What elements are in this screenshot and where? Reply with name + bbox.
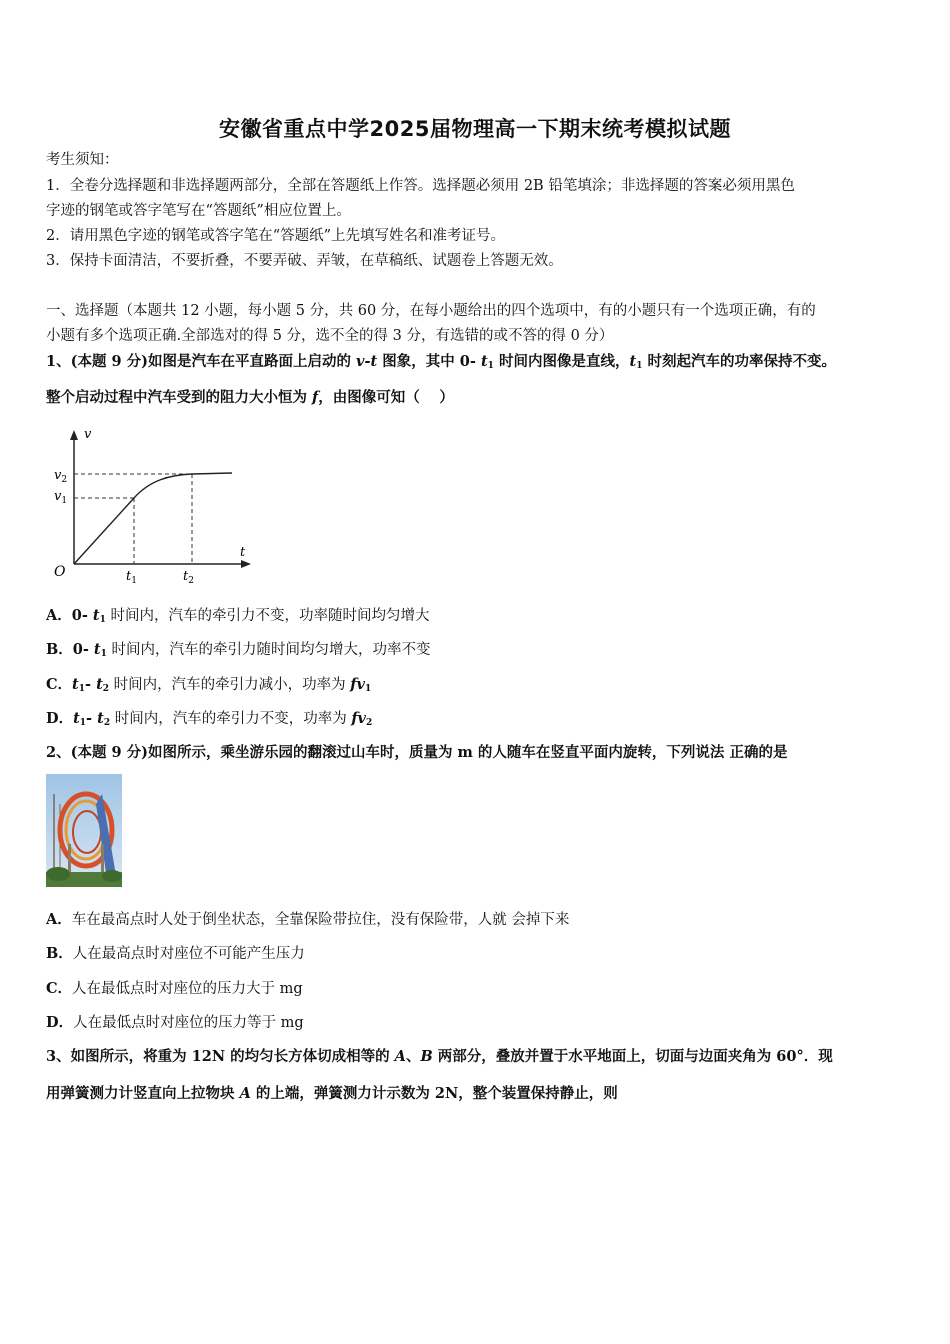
graph-v1-label [54, 489, 67, 506]
q1-option-b [46, 640, 908, 664]
q1-line2-b: ，由图像可知（ ） [318, 389, 454, 406]
roller-coaster-photo [46, 774, 122, 887]
q1-option-a-zero: 0- [71, 607, 93, 624]
q1-option-d-sub2: 2 [103, 718, 111, 728]
q1-option-a-label: A． [46, 607, 72, 624]
q2-option-a-text: 车在最高点时人处于倒坐状态，全靠保险带拉住，没有保险带，人就 会掉下来 [71, 912, 570, 928]
section-instructions: 一、选择题（本题共 12 小题，每小题 5 分，共 60 分，在每小题给出的四个选项中，有的小题只有一个选项正确，有的 [46, 303, 816, 319]
y-axis-arrow-icon [70, 430, 78, 440]
q1-stem [46, 352, 908, 376]
q2-option-c-label: C． [46, 980, 73, 997]
q3-line1-b: 两部分，叠放并置于水平地面上，切面与边面夹角为 60°．现 [432, 1048, 833, 1065]
graph-t1-label [126, 569, 137, 586]
q1-option-d [46, 709, 908, 733]
graph-y-label: v [84, 427, 92, 442]
q1-f: f [312, 389, 319, 406]
q1-t1-second: t [629, 353, 637, 370]
q1-option-c [46, 675, 908, 699]
q2-number: 2、 [46, 744, 71, 761]
q1-option-d-fv: fv [351, 710, 366, 727]
q1-option-d-dash: - [86, 710, 98, 727]
q2-option-c [46, 979, 908, 999]
q1-option-d-label: D． [46, 710, 74, 727]
q1-stem-a: 如图是汽车在平直路面上启动的 [148, 353, 357, 370]
q1-stem-d: 时刻起汽车的功率保持不变。 [642, 353, 837, 370]
q1-option-b-text: 时间内，汽车的牵引力随时间均匀增大，功率不变 [106, 642, 431, 658]
q1-stem-b: 图象，其中 0- [377, 353, 481, 370]
q1-t1-second-sub: 1 [636, 361, 643, 371]
q1-option-d-text: 时间内，汽车的牵引力不变，功率为 [110, 711, 352, 727]
notice-heading: 考生须知： [46, 152, 119, 168]
q2-option-d-label: D． [46, 1014, 74, 1031]
q3-stem [46, 1047, 908, 1067]
q1-option-c-sub2: 2 [102, 684, 110, 694]
graph-origin-label: O [54, 564, 66, 580]
q3-block-a: A [394, 1048, 406, 1065]
section-instructions-cont: 小题有多个选项正确.全部选对的得 5 分，选不全的得 3 分，有选错的或不答的得 0 分） [46, 328, 614, 344]
q1-option-b-t: t [93, 641, 101, 658]
q3-block-a-2: A [239, 1085, 251, 1102]
q1-score: (本题 9 分) [70, 353, 148, 370]
notice-item-3: 3．保持卡面清洁，不要折叠，不要弄破、弄皱，在草稿纸、试题卷上答题无效。 [46, 253, 563, 269]
q1-option-c-label: C． [46, 676, 73, 693]
graph-v2-label [54, 468, 67, 485]
q1-option-c-t1: t [72, 676, 79, 693]
graph-t2-label [183, 569, 194, 586]
q1-option-d-t2: t [97, 710, 104, 727]
graph-v1-sub: 1 [61, 496, 68, 506]
q1-t1: t [480, 353, 488, 370]
q2-option-b-label: B． [46, 945, 73, 962]
q1-option-b-zero: 0- [72, 641, 94, 658]
q1-option-c-sub1: 1 [78, 684, 86, 694]
graph-v1-letter: v [54, 489, 62, 504]
q1-option-d-sub1: 1 [79, 718, 87, 728]
q1-option-c-t2: t [96, 676, 103, 693]
vt-curve [74, 473, 232, 564]
graph-t2-letter: t [183, 569, 189, 584]
q1-option-a-sub: 1 [99, 615, 106, 625]
graph-v2-letter: v [54, 468, 62, 483]
q1-option-d-t1: t [73, 710, 80, 727]
q1-stem-c: 时间内图像是直线， [493, 353, 630, 370]
q2-option-d-text: 人在最低点时对座位的压力等于 mg [73, 1015, 304, 1031]
q2-option-d [46, 1013, 908, 1033]
q2-stem-text: 如图所示，乘坐游乐园的翻滚过山车时，质量为 m 的人随车在竖直平面内旋转，下列说法 正确的是 [148, 744, 788, 761]
notice-item-2: 2．请用黑色字迹的钢笔或答字笔在“答题纸”上先填写姓名和准考证号。 [46, 228, 506, 244]
q1-option-c-dash: - [85, 676, 97, 693]
q1-option-a-text: 时间内，汽车的牵引力不变，功率随时间均匀增大 [105, 608, 430, 624]
q1-option-c-fv-sub: 1 [364, 684, 372, 694]
q3-line1-a: 3、如图所示，将重为 12N 的均匀长方体切成相等的 [46, 1048, 395, 1065]
q3-line2-b: 的上端，弹簧测力计示数为 2N，整个装置保持静止，则 [250, 1085, 618, 1102]
q2-option-a-label: A． [46, 911, 72, 928]
q2-option-a [46, 910, 908, 930]
q3-stem-cont [46, 1084, 908, 1104]
notice-item-1-cont: 字迹的钢笔或答字笔写在“答题纸”相应位置上。 [46, 203, 351, 219]
q2-stem [46, 743, 908, 763]
q1-vt: v-t [356, 353, 378, 370]
exam-title: 安徽省重点中学2025届物理高一下期末统考模拟试题 [219, 117, 731, 141]
q1-option-a-t: t [92, 607, 100, 624]
q3-sep: 、 [405, 1048, 421, 1065]
q1-option-c-fv: fv [350, 676, 365, 693]
notice-item-1: 1．全卷分选择题和非选择题两部分，全部在答题纸上作答。选择题必须用 2B 铅笔填涂；非选择题的答案必须用黑色 [46, 178, 795, 194]
graph-t2-sub: 2 [188, 576, 194, 586]
q2-option-b-text: 人在最高点时对座位不可能产生压力 [72, 946, 305, 962]
q1-option-b-label: B． [46, 641, 73, 658]
q1-option-c-text: 时间内，汽车的牵引力减小，功率为 [109, 677, 351, 693]
q3-block-b: B [420, 1048, 433, 1065]
vt-graph [46, 424, 261, 589]
q3-line2-a: 用弹簧测力计竖直向上拉物块 [46, 1085, 240, 1102]
graph-x-label: t [240, 545, 246, 560]
q1-line2-a: 整个启动过程中汽车受到的阻力大小恒为 [46, 389, 313, 406]
q1-t1-sub: 1 [487, 361, 494, 371]
x-axis-arrow-icon [241, 560, 251, 568]
q2-score: (本题 9 分) [70, 744, 148, 761]
q1-option-a [46, 606, 908, 630]
q1-number: 1、 [46, 353, 71, 370]
graph-t1-letter: t [126, 569, 132, 584]
q2-option-c-text: 人在最低点时对座位的压力大于 mg [72, 981, 303, 997]
q1-stem-cont [46, 388, 908, 408]
q1-option-d-fv-sub: 2 [365, 718, 373, 728]
q1-option-b-sub: 1 [100, 649, 107, 659]
graph-t1-sub: 1 [131, 576, 137, 586]
q2-option-b [46, 944, 908, 964]
graph-v2-sub: 2 [61, 475, 68, 485]
